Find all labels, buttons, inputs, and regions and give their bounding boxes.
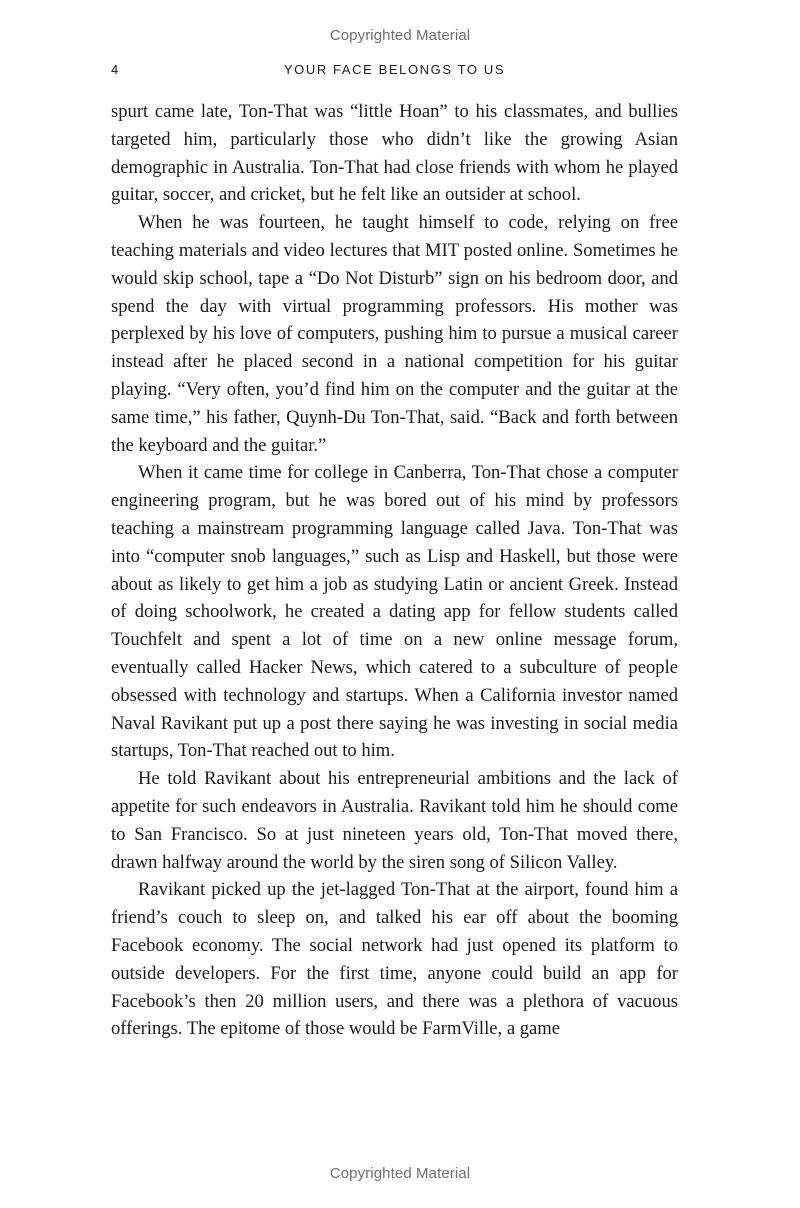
running-title: YOUR FACE BELONGS TO US	[283, 62, 506, 77]
copyright-watermark-bottom: Copyrighted Material	[329, 1165, 471, 1182]
body-text	[111, 98, 678, 1043]
copyright-watermark-top: Copyrighted Material	[329, 27, 471, 44]
paragraph-5: Ravikant picked up the jet-lagged Ton-That at the airport, found him a friend’s couch to sleep on, and talked his ear off about the booming Facebook economy. The social network had just opened its platform to outside developers. For the first time, anyone could build an app for Facebook’s then 20 million users, and there was a plethora of vacuous offerings. The epitome of those would be FarmVille, a game	[111, 879, 678, 1040]
paragraph-1: spurt came late, Ton-That was “little Hoan” to his classmates, and bullies targeted him, particularly those who didn’t like the growing Asian demographic in Australia. Ton-That had close friends with whom he played guitar, soccer, and cricket, but he felt like an outsider at school.	[111, 101, 678, 206]
paragraph-3: When it came time for college in Canberra, Ton-That chose a computer engineering program, but he was bored out of his mind by professors teaching a mainstream programming language called Java. Ton-That was into “computer snob languages,” such as Lisp and Haskell, but those were about as likely to get him a job as studying Latin or ancient Greek. Instead of doing schoolwork, he created a dating app for fellow students called Touchfelt and spent a lot of time on a new online message forum, eventually called Hacker News, which catered to a subculture of people obsessed with technology and startups. When a California investor named Naval Ravikant put up a post there saying he was investing in social media startups, Ton-That reached out to him.	[111, 462, 678, 762]
paragraph-2: When he was fourteen, he taught himself to code, relying on free teaching materials and video lectures that MIT posted online. Sometimes he would skip school, tape a “Do Not Disturb” sign on his bedroom door, and spend the day with virtual programming professors. His mother was perplexed by his love of computers, pushing him to pursue a musical career instead after he placed second in a national competition for his guitar playing. “Very often, you’d find him on the computer and the guitar at the same time,” his father, Quynh-Du Ton-That, said. “Back and forth between the keyboard and the guitar.”	[111, 212, 678, 456]
page-number: 4	[111, 62, 119, 77]
paragraph-4: He told Ravikant about his entrepreneurial ambitions and the lack of appetite for such endeavors in Australia. Ravikant told him he should come to San Francisco. So at just nineteen years old, Ton-That moved there, drawn halfway around the world by the siren song of Silicon Valley.	[111, 768, 678, 873]
running-head	[111, 62, 678, 82]
